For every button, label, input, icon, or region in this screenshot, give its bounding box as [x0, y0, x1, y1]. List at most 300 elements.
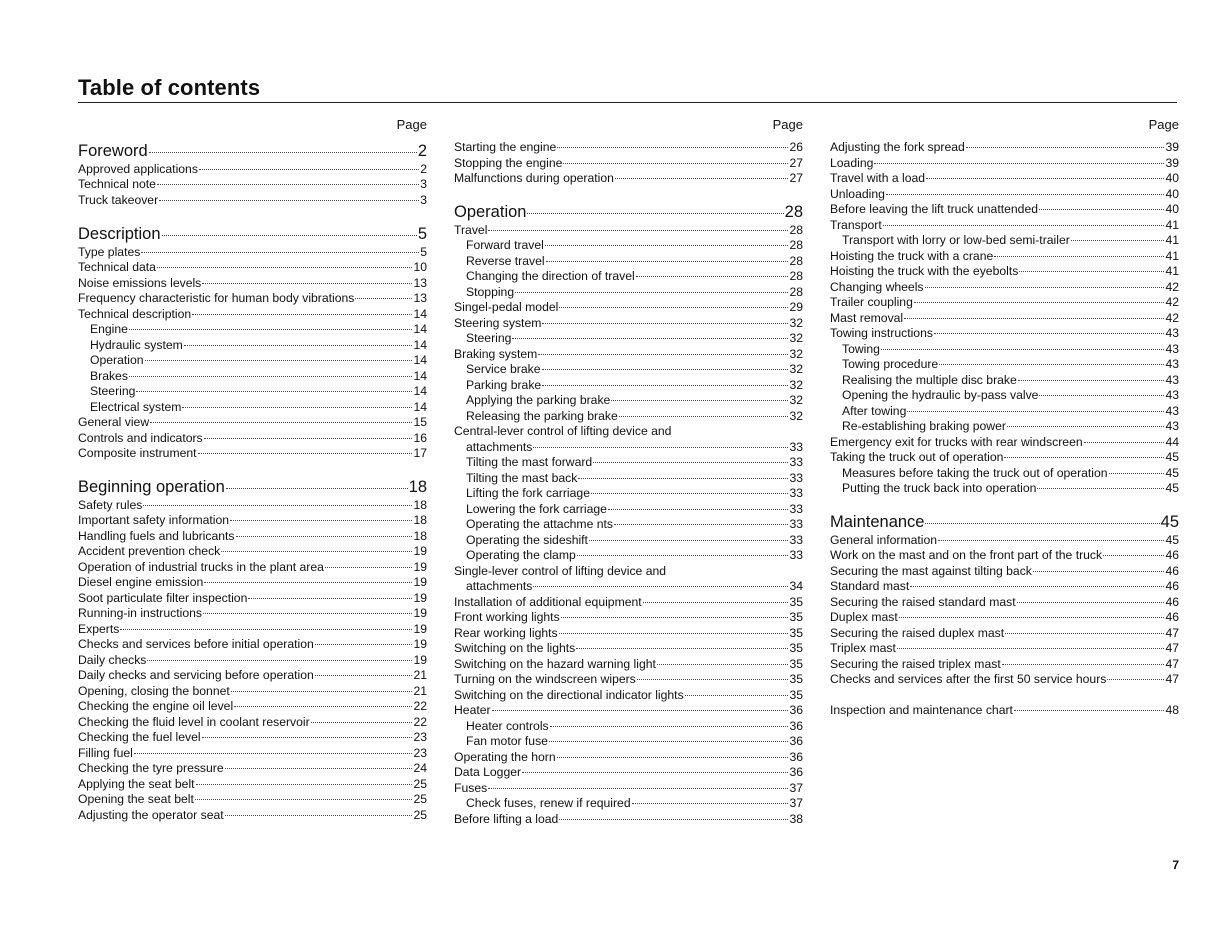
toc-entry-title: Operating the sideshift — [466, 533, 588, 547]
toc-entry-title: Operating the attachme nts — [466, 517, 614, 531]
toc-entry-page: 18 — [413, 513, 427, 527]
toc-entry-title: Running-in instructions — [78, 606, 202, 620]
dot-leader — [1002, 663, 1165, 665]
toc-entry[interactable] — [830, 388, 1179, 403]
toc-entry[interactable] — [78, 777, 427, 792]
toc-entry[interactable] — [454, 796, 803, 811]
toc-entry[interactable] — [454, 579, 803, 594]
toc-entry-title: Hydraulic system — [90, 338, 183, 352]
toc-entry[interactable] — [454, 347, 803, 362]
toc-entry[interactable] — [454, 626, 803, 641]
toc-entry[interactable] — [830, 280, 1179, 295]
toc-entry[interactable] — [454, 703, 803, 718]
dot-leader — [230, 519, 412, 521]
toc-entry[interactable] — [830, 264, 1179, 279]
toc-entry-title: Opening, closing the bonnet — [78, 684, 230, 698]
toc-entry-page: 36 — [789, 703, 803, 717]
toc-entry-page: 41 — [1165, 233, 1179, 247]
toc-entry[interactable] — [454, 455, 803, 470]
toc-entry-title: Tilting the mast back — [466, 471, 578, 485]
toc-entry-title: Maintenance — [830, 513, 925, 531]
toc-entry[interactable] — [78, 276, 427, 291]
dot-leader — [914, 301, 1165, 303]
toc-entry[interactable] — [454, 471, 803, 486]
toc-entry-page: 47 — [1165, 672, 1179, 686]
toc-entry[interactable] — [78, 400, 427, 415]
dot-leader — [149, 151, 417, 153]
toc-entry[interactable] — [830, 171, 1179, 186]
toc-entry[interactable] — [830, 466, 1179, 481]
toc-section-heading[interactable] — [78, 478, 427, 496]
dot-leader — [1017, 601, 1165, 603]
toc-entry-page: 33 — [789, 502, 803, 516]
toc-entry-page: 47 — [1165, 626, 1179, 640]
toc-entry-page: 33 — [789, 486, 803, 500]
dot-leader — [202, 736, 413, 738]
toc-entry-title: Truck takeover — [78, 193, 159, 207]
toc-entry-title: Installation of additional equipment — [454, 595, 642, 609]
dot-leader — [522, 771, 788, 773]
toc-entry[interactable] — [454, 156, 803, 171]
toc-entry[interactable] — [454, 734, 803, 749]
toc-entry[interactable] — [78, 668, 427, 683]
toc-entry[interactable] — [830, 657, 1179, 672]
toc-entry-page: 36 — [789, 719, 803, 733]
toc-entry[interactable] — [78, 291, 427, 306]
dot-leader — [1109, 472, 1165, 474]
toc-entry[interactable] — [78, 792, 427, 807]
toc-entry[interactable] — [830, 641, 1179, 656]
toc-entry-title: Hoisting the truck with a crane — [830, 249, 994, 263]
toc-column-3 — [830, 116, 1179, 717]
toc-entry[interactable] — [454, 409, 803, 424]
toc-entry-page: 27 — [789, 156, 803, 170]
dot-leader — [591, 492, 788, 494]
toc-entry-page: 16 — [413, 431, 427, 445]
dot-leader — [910, 585, 1164, 587]
toc-entry-title: Central-lever control of lifting device and — [454, 424, 672, 438]
dot-leader — [315, 643, 413, 645]
toc-entry-page: 25 — [413, 777, 427, 791]
toc-entry[interactable] — [830, 626, 1179, 641]
toc-entry-page: 22 — [413, 699, 427, 713]
toc-entry[interactable] — [830, 404, 1179, 419]
dot-leader — [134, 752, 413, 754]
toc-entry[interactable] — [454, 502, 803, 517]
toc-entry[interactable] — [78, 622, 427, 637]
toc-entry-page: 28 — [784, 203, 803, 221]
toc-entry-title: Operating the clamp — [466, 548, 576, 562]
toc-entry-page: 46 — [1165, 595, 1179, 609]
toc-entry-page: 35 — [789, 610, 803, 624]
toc-entry-page: 32 — [789, 331, 803, 345]
dot-leader — [939, 363, 1164, 365]
toc-entry[interactable] — [78, 808, 427, 823]
toc-entry-title: Opening the hydraulic by-pass valve — [842, 388, 1039, 402]
toc-entry[interactable] — [830, 342, 1179, 357]
toc-entry-page: 19 — [413, 575, 427, 589]
toc-entry[interactable] — [830, 373, 1179, 388]
toc-entry[interactable] — [78, 431, 427, 446]
toc-entry[interactable] — [454, 719, 803, 734]
toc-entry[interactable] — [454, 223, 803, 238]
toc-entry[interactable] — [78, 560, 427, 575]
toc-entry-page: 41 — [1165, 249, 1179, 263]
toc-entry[interactable] — [830, 564, 1179, 579]
toc-entry[interactable] — [454, 424, 803, 439]
dot-leader — [527, 212, 783, 214]
toc-entry[interactable] — [830, 548, 1179, 563]
dot-leader — [143, 504, 412, 506]
toc-entry[interactable] — [830, 579, 1179, 594]
toc-entry[interactable] — [454, 657, 803, 672]
toc-entry[interactable] — [78, 746, 427, 761]
toc-entry-page: 48 — [1165, 703, 1179, 717]
toc-entry[interactable] — [454, 362, 803, 377]
dot-leader — [881, 348, 1165, 350]
toc-entry[interactable] — [78, 730, 427, 745]
toc-entry[interactable] — [454, 517, 803, 532]
toc-entry[interactable] — [454, 781, 803, 796]
dot-leader — [1107, 678, 1164, 680]
dot-leader — [204, 437, 413, 439]
toc-entry-page: 43 — [1165, 342, 1179, 356]
toc-entry-page: 18 — [413, 529, 427, 543]
toc-entry[interactable] — [454, 285, 803, 300]
toc-entry-title: Lowering the fork carriage — [466, 502, 607, 516]
toc-entry[interactable] — [830, 187, 1179, 202]
toc-entry-page: 33 — [789, 517, 803, 531]
toc-entry[interactable] — [454, 140, 803, 155]
toc-entry-page: 33 — [789, 471, 803, 485]
toc-entry[interactable] — [78, 761, 427, 776]
toc-section-heading[interactable] — [78, 225, 427, 243]
toc-entry-page: 32 — [789, 409, 803, 423]
toc-entry-title: Turning on the windscreen wipers — [454, 672, 636, 686]
toc-entry-page: 39 — [1165, 156, 1179, 170]
toc-entry[interactable] — [830, 357, 1179, 372]
dot-leader — [533, 446, 788, 448]
toc-entry-page: 43 — [1165, 357, 1179, 371]
toc-entry-page: 3 — [420, 193, 427, 207]
toc-section-heading[interactable] — [830, 513, 1179, 531]
toc-entry-title: Brakes — [90, 369, 128, 383]
toc-entry-title: Checking the engine oil level — [78, 699, 234, 713]
toc-entry[interactable] — [78, 415, 427, 430]
toc-entry-title: Checking the fuel level — [78, 730, 201, 744]
toc-entry[interactable] — [830, 703, 1179, 718]
dot-leader — [231, 690, 413, 692]
toc-entry-page: 34 — [789, 579, 803, 593]
toc-entry[interactable] — [78, 369, 427, 384]
toc-entry[interactable] — [454, 300, 803, 315]
toc-entry-title: Switching on the hazard warning light — [454, 657, 656, 671]
toc-entry-page: 28 — [789, 285, 803, 299]
dot-leader — [199, 168, 419, 170]
toc-entry[interactable] — [78, 384, 427, 399]
dot-leader — [886, 193, 1165, 195]
dot-leader — [147, 659, 412, 661]
toc-entry-title: Foreword — [78, 142, 148, 160]
toc-entry-title: Front working lights — [454, 610, 560, 624]
toc-entry-title: Service brake — [466, 362, 541, 376]
toc-entry-page: 44 — [1165, 435, 1179, 449]
page-column-label: Page — [396, 117, 427, 132]
toc-entry-title: Adjusting the operator seat — [78, 808, 224, 822]
toc-entry[interactable] — [454, 812, 803, 827]
toc-entry[interactable] — [454, 269, 803, 284]
toc-entry[interactable] — [454, 254, 803, 269]
dot-leader — [546, 260, 789, 262]
dot-leader — [1084, 441, 1165, 443]
toc-entry-page: 14 — [413, 307, 427, 321]
toc-entry[interactable] — [830, 435, 1179, 450]
toc-entry[interactable] — [78, 498, 427, 513]
dot-leader — [557, 146, 788, 148]
toc-entry[interactable] — [78, 162, 427, 177]
toc-entry[interactable] — [830, 218, 1179, 233]
toc-entry-page: 19 — [413, 637, 427, 651]
dot-leader — [488, 787, 788, 789]
toc-entry-title: Reverse travel — [466, 254, 545, 268]
toc-entry-page: 45 — [1160, 513, 1179, 531]
toc-entry[interactable] — [454, 238, 803, 253]
toc-entry-title: Data Logger — [454, 765, 522, 779]
toc-entry-page: 47 — [1165, 641, 1179, 655]
toc-entry[interactable] — [78, 575, 427, 590]
toc-section-heading[interactable] — [78, 142, 427, 160]
toc-entry-page: 19 — [413, 560, 427, 574]
toc-entry-title: Starting the engine — [454, 140, 557, 154]
toc-entry-page: 46 — [1165, 548, 1179, 562]
toc-entry[interactable] — [830, 202, 1179, 217]
toc-entry[interactable] — [454, 316, 803, 331]
toc-entry[interactable] — [830, 481, 1179, 496]
toc-entry-page: 43 — [1165, 404, 1179, 418]
dot-leader — [1103, 554, 1164, 556]
toc-entry[interactable] — [78, 699, 427, 714]
toc-entry[interactable] — [830, 533, 1179, 548]
toc-entry-title: Checks and services after the first 50 service hours — [830, 672, 1107, 686]
dot-leader — [221, 550, 412, 552]
toc-entry[interactable] — [830, 610, 1179, 625]
dot-leader — [1037, 487, 1164, 489]
toc-entry-page: 5 — [420, 245, 427, 259]
toc-entry[interactable] — [78, 529, 427, 544]
dot-leader — [904, 317, 1164, 319]
toc-entry[interactable] — [78, 322, 427, 337]
toc-entry-title: Beginning operation — [78, 478, 225, 496]
toc-entry-page: 28 — [789, 223, 803, 237]
toc-entry[interactable] — [830, 140, 1179, 155]
toc-entry-page: 46 — [1165, 564, 1179, 578]
dot-leader — [129, 328, 412, 330]
toc-entry[interactable] — [454, 564, 803, 579]
toc-entry[interactable] — [830, 233, 1179, 248]
dot-leader — [129, 375, 413, 377]
toc-entry[interactable] — [78, 715, 427, 730]
toc-entry[interactable] — [830, 450, 1179, 465]
toc-entry[interactable] — [454, 440, 803, 455]
toc-entry[interactable] — [78, 544, 427, 559]
toc-entry-page: 43 — [1165, 373, 1179, 387]
dot-leader — [515, 291, 788, 293]
toc-entry[interactable] — [830, 156, 1179, 171]
toc-entry[interactable] — [78, 684, 427, 699]
toc-entry-title: Forward travel — [466, 238, 544, 252]
toc-entry-page: 19 — [413, 653, 427, 667]
toc-entry-title: Towing — [842, 342, 880, 356]
toc-entry[interactable] — [454, 750, 803, 765]
toc-entry-page: 46 — [1165, 579, 1179, 593]
toc-entry-page: 35 — [789, 688, 803, 702]
toc-entry-page: 19 — [413, 544, 427, 558]
dot-leader — [157, 183, 419, 185]
toc-entry-page: 35 — [789, 626, 803, 640]
toc-entry-page: 42 — [1165, 311, 1179, 325]
dot-leader — [907, 410, 1164, 412]
dot-leader — [559, 306, 788, 308]
toc-entry[interactable] — [78, 446, 427, 461]
toc-entry[interactable] — [454, 672, 803, 687]
toc-entry-title: Towing procedure — [842, 357, 939, 371]
toc-entry-title: Checking the fluid level in coolant reservoir — [78, 715, 310, 729]
toc-entry-title: Stopping the engine — [454, 156, 563, 170]
toc-entry-page: 27 — [789, 171, 803, 185]
toc-entry-page: 45 — [1165, 533, 1179, 547]
toc-entry[interactable] — [78, 307, 427, 322]
toc-entry[interactable] — [454, 486, 803, 501]
dot-leader — [994, 255, 1164, 257]
toc-entry[interactable] — [78, 513, 427, 528]
toc-entry[interactable] — [454, 393, 803, 408]
page-column-label: Page — [1148, 117, 1179, 132]
toc-entry[interactable] — [830, 672, 1179, 687]
toc-entry[interactable] — [454, 378, 803, 393]
toc-entry-title: Before lifting a load — [454, 812, 559, 826]
dot-leader — [643, 601, 789, 603]
toc-entry[interactable] — [78, 353, 427, 368]
toc-entry[interactable] — [454, 331, 803, 346]
toc-entry[interactable] — [78, 606, 427, 621]
dot-leader — [542, 368, 789, 370]
toc-entry-page: 33 — [789, 548, 803, 562]
toc-entry[interactable] — [454, 548, 803, 563]
dot-leader — [248, 597, 412, 599]
toc-entry[interactable] — [78, 338, 427, 353]
toc-entry-title: Applying the seat belt — [78, 777, 195, 791]
toc-entry-page: 32 — [789, 362, 803, 376]
toc-entry-page: 18 — [408, 478, 427, 496]
toc-entry-page: 43 — [1165, 388, 1179, 402]
toc-entry-page: 19 — [413, 606, 427, 620]
toc-entry[interactable] — [830, 595, 1179, 610]
toc-entry-title: attachments — [466, 579, 533, 593]
toc-entry-title: Checks and services before initial operation — [78, 637, 314, 651]
dot-leader — [225, 767, 413, 769]
toc-entry-title: Electrical system — [90, 400, 182, 414]
toc-entry-title: Emergency exit for trucks with rear windscreen — [830, 435, 1083, 449]
dot-leader — [1039, 208, 1164, 210]
dot-leader — [578, 477, 788, 479]
toc-entry-title: Technical data — [78, 260, 156, 274]
toc-entry[interactable] — [830, 295, 1179, 310]
toc-entry-title: Triplex mast — [830, 641, 896, 655]
toc-entry[interactable] — [454, 595, 803, 610]
dot-leader — [236, 535, 413, 537]
toc-entry-title: Heater controls — [466, 719, 549, 733]
toc-entry-title: Soot particulate filter inspection — [78, 591, 248, 605]
toc-entry-page: 33 — [789, 455, 803, 469]
toc-entry-title: Loading — [830, 156, 874, 170]
toc-entry-title: Travel — [454, 223, 488, 237]
toc-entry[interactable] — [78, 193, 427, 208]
toc-entry-title: Standard mast — [830, 579, 910, 593]
toc-entry[interactable] — [454, 641, 803, 656]
toc-entry[interactable] — [830, 326, 1179, 341]
toc-entry-title: Diesel engine emission — [78, 575, 204, 589]
toc-entry-title: Inspection and maintenance chart — [830, 703, 1013, 717]
toc-entry-title: Filling fuel — [78, 746, 133, 760]
toc-entry[interactable] — [78, 591, 427, 606]
toc-entry-title: Controls and indicators — [78, 431, 203, 445]
toc-entry[interactable] — [454, 765, 803, 780]
toc-entry[interactable] — [78, 260, 427, 275]
dot-leader — [632, 802, 789, 804]
toc-entry-title: Towing instructions — [830, 326, 933, 340]
dot-leader — [614, 523, 788, 525]
toc-entry[interactable] — [454, 610, 803, 625]
toc-entry-title: General view — [78, 415, 150, 429]
toc-entry-page: 41 — [1165, 218, 1179, 232]
dot-leader — [141, 251, 419, 253]
dot-leader — [899, 616, 1165, 618]
dot-leader — [182, 406, 412, 408]
toc-entry-page: 45 — [1165, 466, 1179, 480]
toc-entry[interactable] — [78, 637, 427, 652]
page-column-label: Page — [772, 117, 803, 132]
toc-entry[interactable] — [830, 419, 1179, 434]
dot-leader — [325, 566, 413, 568]
toc-entry-title: Re-establishing braking power — [842, 419, 1006, 433]
toc-entry-page: 22 — [413, 715, 427, 729]
toc-entry-title: Malfunctions during operation — [454, 171, 614, 185]
dot-leader — [162, 234, 417, 236]
dot-leader — [619, 415, 789, 417]
toc-entry[interactable] — [830, 311, 1179, 326]
toc-entry-title: Handling fuels and lubricants — [78, 529, 235, 543]
dot-leader — [204, 581, 412, 583]
toc-entry-title: Travel with a load — [830, 171, 926, 185]
toc-entry-title: Singel-pedal model — [454, 300, 559, 314]
toc-entry[interactable] — [78, 177, 427, 192]
toc-entry[interactable] — [454, 688, 803, 703]
dot-leader — [150, 421, 412, 423]
toc-entry[interactable] — [830, 249, 1179, 264]
dot-leader — [874, 162, 1164, 164]
toc-entry[interactable] — [78, 245, 427, 260]
toc-entry-title: Opening the seat belt — [78, 792, 194, 806]
toc-entry[interactable] — [454, 533, 803, 548]
dot-leader — [1014, 709, 1165, 711]
toc-entry-title: Unloading — [830, 187, 885, 201]
toc-entry-page: 32 — [789, 393, 803, 407]
dot-leader — [159, 199, 419, 201]
toc-entry[interactable] — [78, 653, 427, 668]
dot-leader — [1004, 456, 1164, 458]
toc-entry[interactable] — [454, 171, 803, 186]
toc-section-heading[interactable] — [454, 203, 803, 221]
